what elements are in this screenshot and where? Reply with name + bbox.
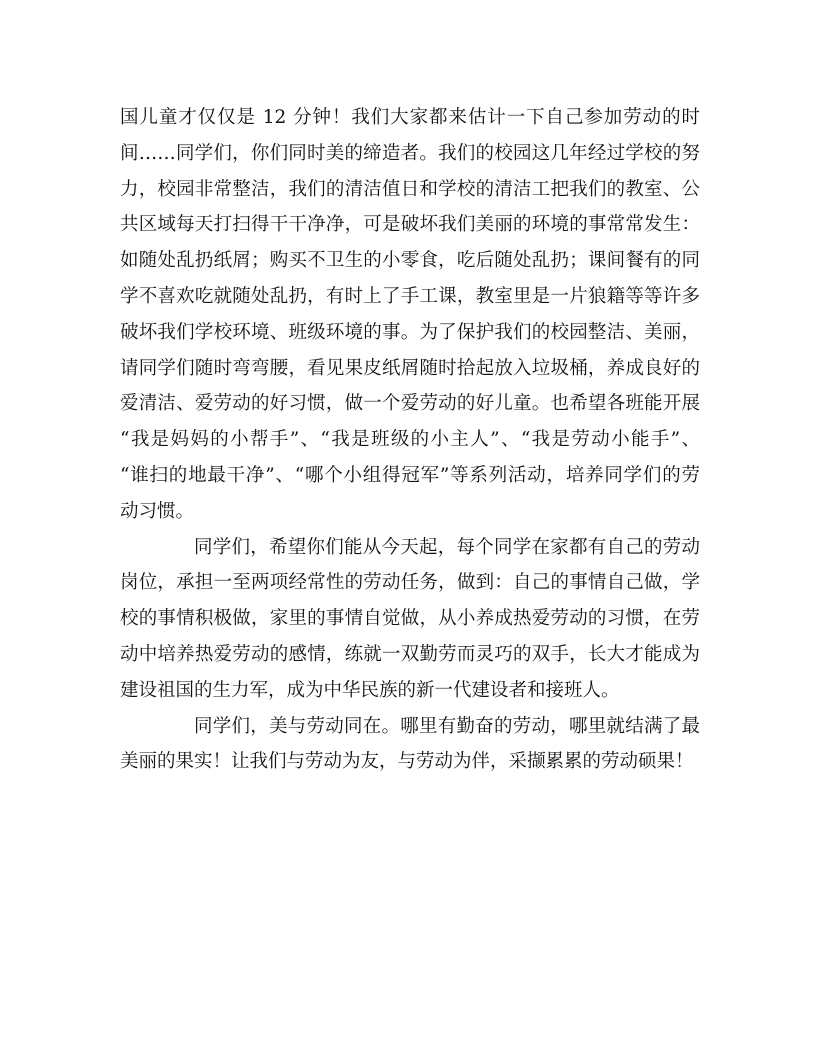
document-body xyxy=(120,100,700,780)
text-line: 美丽的果实！让我们与劳动为友，与劳动为伴，采撷累累的劳动硕果！ xyxy=(120,751,694,773)
text-line: 请同学们随时弯弯腰，看见果皮纸屑随时拾起放入垃圾桶，养成良好的 xyxy=(120,357,700,379)
text-line: 国儿童才仅仅是 12 分钟！我们大家都来估计一下自己参加劳动的时 xyxy=(120,107,700,128)
text-line: 动中培养热爱劳动的感情，练就一双勤劳而灵巧的双手，长大才能成为 xyxy=(120,643,700,665)
text-line: 爱清洁、爱劳动的好习惯，做一个爱劳动的好儿童。也希望各班能开展 xyxy=(120,393,700,415)
text-line: 力，校园非常整洁，我们的清洁值日和学校的清洁工把我们的教室、公 xyxy=(120,178,700,200)
text-line: 同学们，美与劳动同在。哪里有勤奋的劳动，哪里就结满了最 xyxy=(194,715,700,737)
text-line: 同学们，希望你们能从今天起，每个同学在家都有自己的劳动 xyxy=(194,536,700,558)
text-line: 破坏我们学校环境、班级环境的事。为了保护我们的校园整洁、美丽， xyxy=(120,321,700,343)
text-line: 学不喜欢吃就随处乱扔，有时上了手工课，教室里是一片狼籍等等许多 xyxy=(120,285,700,307)
text-line: 间……同学们，你们同时美的缔造者。我们的校园这几年经过学校的努 xyxy=(120,142,700,164)
paragraph-1 xyxy=(120,100,700,530)
text-line: “我是妈妈的小帮手”、“我是班级的小主人”、“我是劳动小能手”、 xyxy=(120,429,700,451)
text-line: 校的事情积极做，家里的事情自觉做，从小养成热爱劳动的习惯，在劳 xyxy=(120,608,700,630)
text-line: 岗位，承担一至两项经常性的劳动任务，做到：自己的事情自己做，学 xyxy=(120,572,700,594)
text-line: 共区域每天打扫得干干净净，可是破坏我们美丽的环境的事常常发生： xyxy=(120,214,700,236)
text-line: 动习惯。 xyxy=(120,500,195,522)
text-line: 如随处乱扔纸屑；购买不卫生的小零食，吃后随处乱扔；课间餐有的同 xyxy=(120,250,700,272)
paragraph-3 xyxy=(120,709,700,781)
paragraph-2 xyxy=(120,530,700,709)
text-line: 建设祖国的生力军，成为中华民族的新一代建设者和接班人。 xyxy=(120,679,620,701)
text-line: “谁扫的地最干净”、“哪个小组得冠军”等系列活动，培养同学们的劳 xyxy=(120,464,700,486)
